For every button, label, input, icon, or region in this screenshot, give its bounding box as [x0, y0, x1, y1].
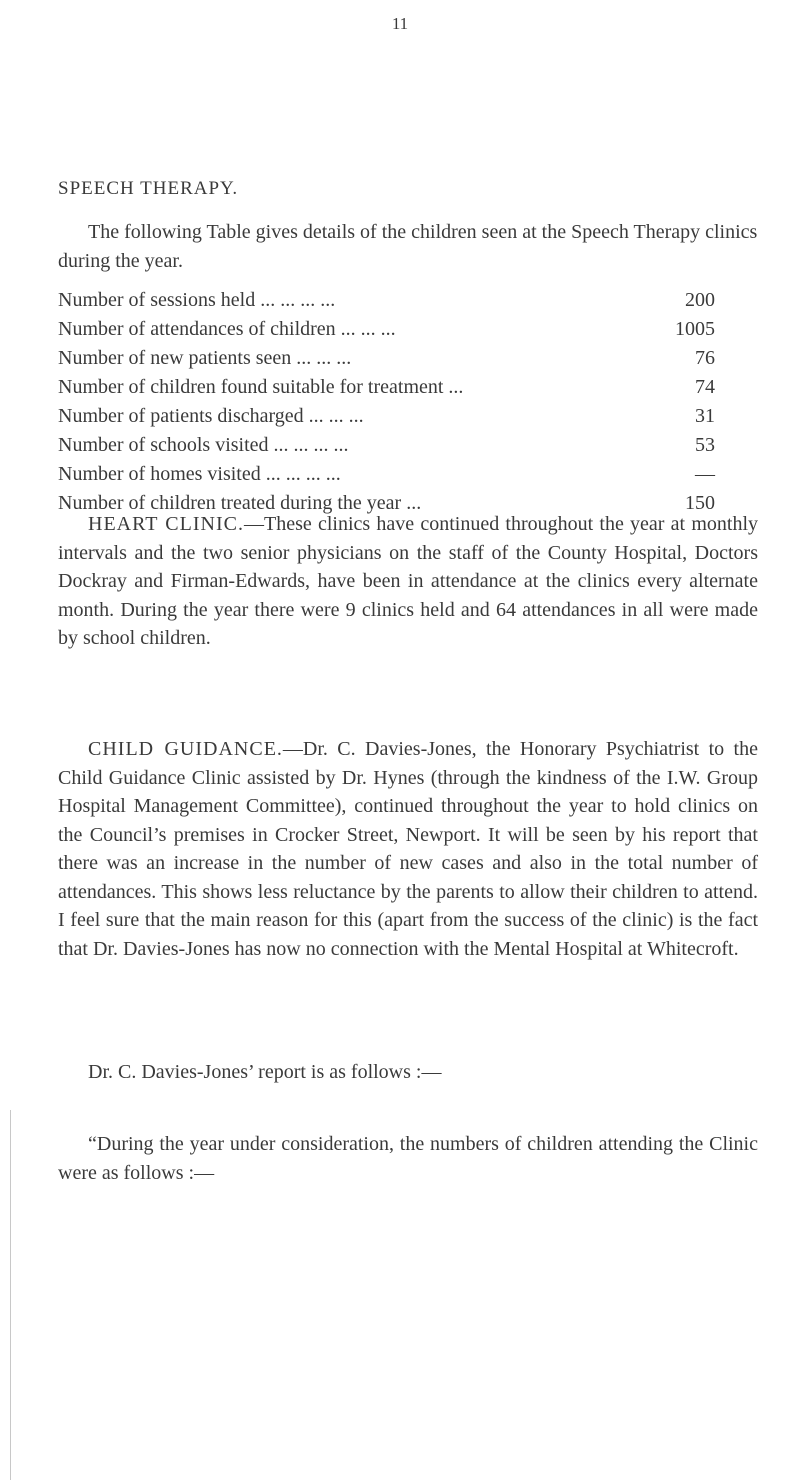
table-row [58, 402, 758, 431]
table-row [58, 344, 758, 373]
stat-value: 1005 [675, 318, 715, 340]
child-guidance-heading: CHILD GUIDANCE. [88, 738, 283, 760]
heart-clinic-text: —These clinics have continued throughout the year at monthly intervals and the two senior physicians on the staff of the County Hospital, Doctors Dockray and Firman-Edwards, have been in attendance at the clinics every alternate month. During the year there were 9 clinics held and 64 attendances in all were made by school children. [58, 513, 758, 649]
stat-label: Number of sessions held ... ... ... ... [58, 289, 336, 311]
heart-clinic-heading: HEART CLINIC. [88, 513, 244, 535]
stat-value: 53 [695, 434, 715, 456]
stat-value: 74 [695, 376, 715, 398]
stat-value: 200 [685, 289, 715, 311]
table-row [58, 431, 758, 460]
table-row [58, 460, 758, 489]
speech-therapy-intro [58, 218, 758, 276]
stat-value: 76 [695, 347, 715, 369]
heart-clinic-paragraph [58, 510, 758, 653]
page-number: 11 [391, 14, 409, 33]
stat-label: Number of children found suitable for treatment ... [58, 376, 464, 398]
speech-therapy-table [58, 286, 758, 518]
page-edge-line [10, 1110, 11, 1480]
stat-label: Number of new patients seen ... ... ... [58, 347, 352, 369]
table-row [58, 286, 758, 315]
table-row [58, 315, 758, 344]
report-intro: Dr. C. Davies-Jones’ report is as follows :— [88, 1061, 442, 1083]
stat-label: Number of children treated during the year ... [58, 492, 422, 514]
section-title: SPEECH THERAPY. [58, 178, 239, 199]
child-guidance-paragraph [58, 735, 758, 963]
child-guidance-text: —Dr. C. Davies-Jones, the Honorary Psychiatrist to the Child Guidance Clinic assisted by Dr. Hynes (through the kindness of the I.W. Group Hospital Management Committee), continued throughout the year to hold clinics on the Council’s premises in Crocker Street, Newport. It will be seen by his report that there was an increase in the number of new cases and also in the total number of attendances. This shows less reluctance by the parents to allow their children to attend. I feel sure that the main reason for this (apart from the success of the clinic) is the fact that Dr. Davies-Jones has now no connection with the Mental Hospital at Whitecroft. [58, 738, 758, 960]
stat-label: Number of patients discharged ... ... ... [58, 405, 364, 427]
stat-value: 150 [685, 492, 715, 514]
stat-label: Number of attendances of children ... ... ... [58, 318, 396, 340]
stat-value: 31 [695, 405, 715, 427]
stat-label: Number of homes visited ... ... ... ... [58, 463, 341, 485]
table-row [58, 373, 758, 402]
report-quote: “During the year under consideration, the numbers of children attending the Clinic were as follows :— [58, 1133, 758, 1184]
intro-text: The following Table gives details of the children seen at the Speech Therapy clinics during the year. [58, 221, 758, 272]
stat-label: Number of schools visited ... ... ... ... [58, 434, 349, 456]
stat-value: — [695, 463, 715, 485]
